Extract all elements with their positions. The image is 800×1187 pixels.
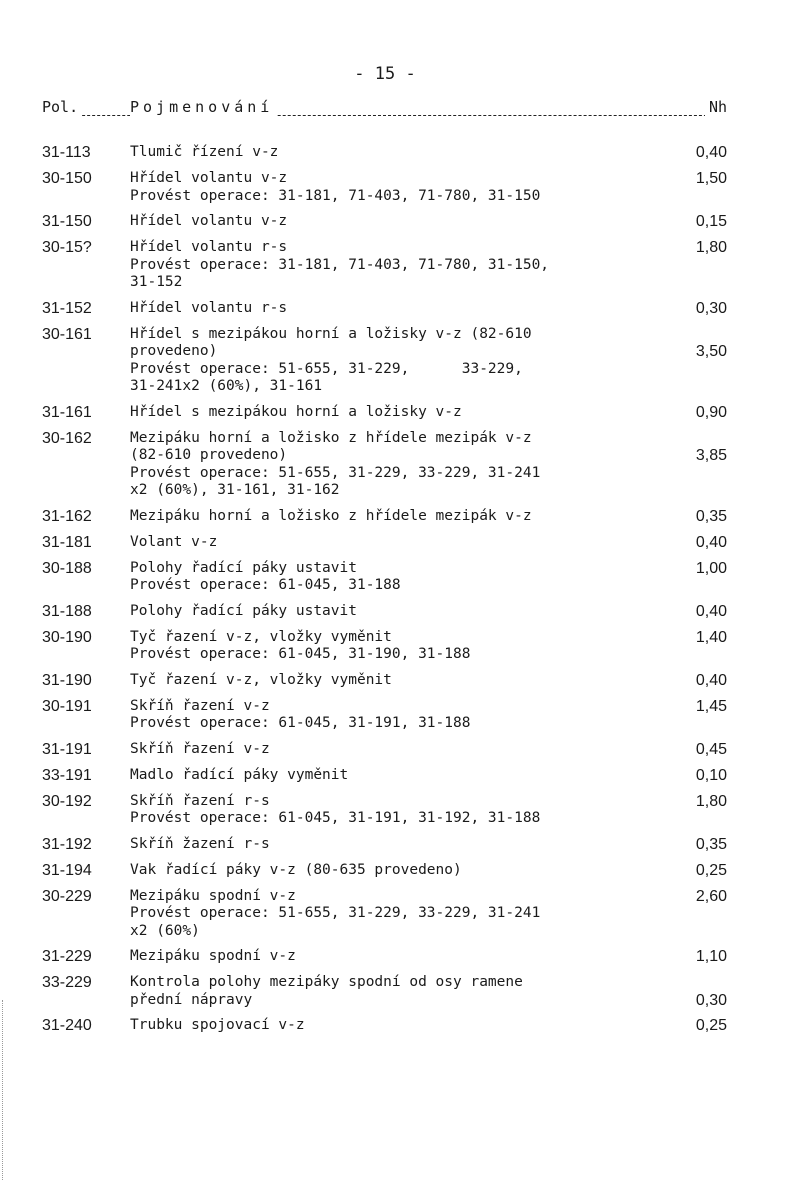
entry-row [42, 603, 727, 621]
header-pol: Pol. [42, 98, 82, 116]
entry-detail-line: 31-241x2 (60%), 31-161 [130, 378, 323, 394]
entry-detail-line: Provést operace: 51-655, 31-229, 33-229, 31-241 [130, 905, 541, 921]
entry-row [42, 974, 727, 1009]
entry-value: 0,40 [695, 533, 727, 551]
entry-name: Tyč řazení v-z, vložky vyměnit [130, 671, 392, 688]
entry-row [42, 508, 727, 526]
entry-detail-line: Provést operace: 31-181, 71-403, 71-780, 31-150, [130, 256, 550, 273]
entry-code: 33-191 [42, 766, 92, 784]
entry-name: Hřídel s mezipákou horní a ložisky v-z (82-610 [130, 325, 532, 342]
entry-name: Polohy řadící páky ustavit [130, 602, 357, 619]
entry-code: 31-190 [42, 671, 92, 689]
entry-code: 31-194 [42, 861, 92, 879]
entry-row [42, 888, 727, 941]
entry-code: 31-188 [42, 602, 92, 620]
entry-name: Hřídel volantu r-s [130, 239, 288, 255]
entry-value: 0,35 [695, 507, 727, 525]
entry-value: 0,45 [695, 740, 727, 758]
entry-name: Tlumič řízení v-z [130, 144, 279, 160]
entry-detail-line: x2 (60%) [130, 922, 200, 939]
entry-detail-line: 31-152 [130, 274, 183, 290]
entry-code: 30-162 [42, 429, 92, 447]
page-edge-marks [2, 1000, 3, 1180]
entry-name: Mezipáku horní a ložisko z hřídele mezipák v-z [130, 507, 532, 524]
entry-row [42, 836, 727, 854]
entry-code: 31-113 [42, 144, 91, 161]
entry-row [42, 560, 727, 595]
entry-detail-line: (82-610 provedeno) [130, 447, 288, 463]
entry-code: 31-162 [42, 507, 92, 525]
entry-name: Mezipáku spodní v-z [130, 948, 296, 964]
page-number: - 15 - [354, 64, 416, 84]
entry-value: 1,00 [695, 559, 727, 577]
entry-name: Hřídel volantu v-z [130, 213, 288, 229]
entry-code: 30-192 [42, 792, 92, 810]
entry-value: 3,85 [695, 447, 727, 464]
entry-name: Skříň řazení v-z [130, 697, 270, 714]
entry-row [42, 144, 727, 162]
entry-code: 31-192 [42, 835, 92, 853]
entry-value: 3,50 [695, 343, 727, 360]
entry-code: 33-229 [42, 974, 92, 991]
entry-code: 31-240 [42, 1017, 92, 1034]
entry-row [42, 767, 727, 785]
entry-name: Skříň řazení v-z [130, 740, 270, 757]
entry-name: Madlo řadící páky vyměnit [130, 766, 349, 783]
entry-row [42, 862, 727, 880]
entry-name: Hřídel volantu v-z [130, 170, 288, 186]
entry-detail-line: x2 (60%), 31-161, 31-162 [130, 482, 340, 498]
entry-value: 0,30 [695, 991, 727, 1009]
entry-code: 31-150 [42, 213, 92, 230]
entry-row [42, 170, 727, 205]
entry-row [42, 300, 727, 318]
entry-name: Polohy řadící páky ustavit [130, 559, 357, 576]
entry-row [42, 793, 727, 828]
entry-value: 1,80 [695, 239, 727, 256]
entry-value: 0,10 [695, 766, 727, 784]
entry-name: Trubku spojovací v-z [130, 1017, 305, 1033]
entry-detail-line: Provést operace: 61-045, 31-191, 31-192, 31-188 [130, 810, 541, 826]
entry-value: 0,25 [695, 1017, 727, 1034]
entry-code: 30-190 [42, 628, 92, 646]
entry-detail-line: Provést operace: 51-655, 31-229, 33-229, [130, 360, 523, 377]
entry-code: 31-181 [42, 533, 92, 551]
entry-code: 30-161 [42, 325, 92, 343]
entry-row [42, 239, 727, 292]
entry-value: 0,25 [695, 861, 727, 879]
entry-code: 30-15? [42, 239, 92, 256]
entry-name: Kontrola polohy mezipáky spodní od osy ramene [130, 974, 523, 990]
entry-detail-line: Provést operace: 51-655, 31-229, 33-229, 31-241 [130, 464, 541, 481]
entry-row [42, 326, 727, 396]
entry-row [42, 629, 727, 664]
entry-value: 2,60 [695, 887, 727, 905]
entry-value: 0,30 [695, 299, 727, 317]
entry-code: 31-161 [42, 403, 92, 421]
entry-value: 1,10 [695, 948, 727, 965]
entry-name: Hřídel s mezipákou horní a ložisky v-z [130, 403, 462, 420]
entry-row [42, 698, 727, 733]
entry-code: 31-191 [42, 740, 92, 758]
entry-value: 1,50 [695, 170, 727, 187]
entry-row [42, 672, 727, 690]
header-nh: Nh [705, 98, 727, 116]
entry-code: 31-152 [42, 299, 92, 317]
entry-name: Tyč řazení v-z, vložky vyměnit [130, 628, 392, 645]
entry-row [42, 430, 727, 500]
entry-detail-line: Provést operace: 61-045, 31-188 [130, 577, 401, 593]
entry-detail-line: přední nápravy [130, 991, 253, 1008]
entry-row [42, 404, 727, 422]
entry-row [42, 948, 727, 966]
entry-name: Skříň řazení r-s [130, 792, 270, 809]
table-header [42, 98, 727, 122]
entry-value: 0,90 [695, 403, 727, 421]
entry-detail-line: Provést operace: 61-045, 31-191, 31-188 [130, 715, 471, 731]
entry-value: 0,40 [695, 144, 727, 161]
entry-row [42, 213, 727, 231]
entry-row [42, 741, 727, 759]
entry-value: 1,40 [695, 628, 727, 646]
entry-value: 0,40 [695, 602, 727, 620]
entry-name: Hřídel volantu r-s [130, 299, 288, 316]
entry-code: 30-229 [42, 887, 92, 905]
entry-row [42, 1017, 727, 1035]
entry-name: Vak řadící páky v-z (80-635 provedeno) [130, 861, 462, 878]
entry-list [42, 144, 727, 1043]
entry-value: 0,35 [695, 835, 727, 853]
entry-value: 0,15 [695, 213, 727, 230]
entry-code: 30-188 [42, 559, 92, 577]
entry-detail-line: provedeno) [130, 343, 218, 359]
entry-value: 1,45 [695, 697, 727, 715]
entry-name: Skříň žazení r-s [130, 835, 270, 852]
entry-name: Volant v-z [130, 533, 218, 550]
entry-detail-line: Provést operace: 61-045, 31-190, 31-188 [130, 646, 471, 662]
header-name: Pojmenování [130, 98, 277, 116]
entry-name: Mezipáku horní a ložisko z hřídele mezipák v-z [130, 429, 532, 446]
entry-value: 1,80 [695, 792, 727, 810]
entry-row [42, 534, 727, 552]
entry-value: 0,40 [695, 671, 727, 689]
entry-code: 31-229 [42, 948, 92, 965]
entry-detail-line: Provést operace: 31-181, 71-403, 71-780, 31-150 [130, 187, 541, 204]
entry-name: Mezipáku spodní v-z [130, 887, 296, 904]
entry-code: 30-150 [42, 170, 92, 187]
entry-code: 30-191 [42, 697, 92, 715]
